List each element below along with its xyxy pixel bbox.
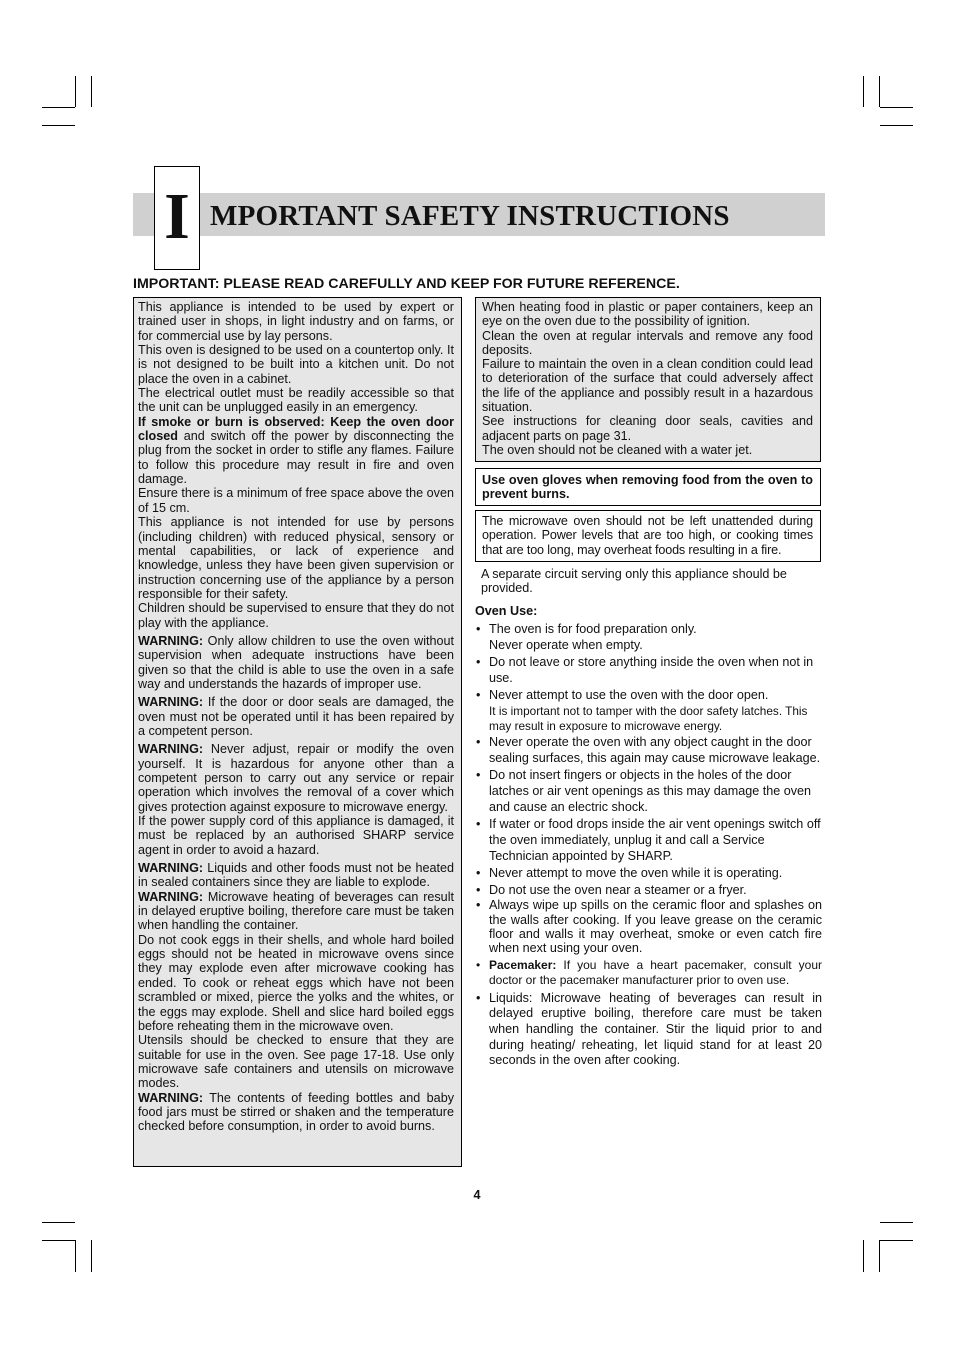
warning-label: WARNING:	[138, 695, 204, 710]
list-item	[475, 621, 822, 653]
warning-text: If the door or door seals are damaged, the oven must not be operated until it has been repaired by a competent person.	[138, 695, 454, 738]
list-item: • Do not leave or store anything inside the oven when not in use.	[475, 654, 822, 686]
crop-mark	[75, 1240, 76, 1272]
list-item: • Always wipe up spills on the ceramic floor and splashes on the walls after cooking. If you leave grease on the ceramic floor and walls it may overheat, smoke or even catch fire when next using your oven.	[475, 898, 822, 956]
subtitle: IMPORTANT: PLEASE READ CAREFULLY AND KEEP FOR FUTURE REFERENCE.	[133, 276, 680, 292]
list-item: • Liquids: Microwave heating of beverages can result in delayed eruptive boiling, therefore care must be taken when handling the container. Stir the liquid prior to and during heating/ reheating, let liquid stand for at least 20 seconds in the oven after cooking.	[475, 991, 822, 1069]
crop-mark	[42, 107, 75, 108]
title-initial: I	[164, 180, 190, 253]
list-item-text: If you have a heart pacemaker, consult your doctor or the pacemaker manufacturer prior to oven use.	[489, 957, 822, 988]
crop-mark	[42, 125, 75, 126]
oven-gloves-box	[475, 468, 821, 506]
crop-mark	[42, 1240, 75, 1241]
crop-mark	[879, 1240, 880, 1272]
warning-paragraph	[138, 1091, 454, 1134]
paragraph: If the power supply cord of this appliance is damaged, it must be replaced by an authorised SHARP service agent in order to avoid a hazard.	[138, 814, 454, 857]
list-item-note: It is important not to tamper with the door safety latches. This may result in exposure to microwave energy.	[489, 704, 808, 733]
warning-paragraph	[138, 742, 454, 814]
page-number: 4	[473, 1188, 481, 1202]
paragraph: Ensure there is a minimum of free space above the oven of 15 cm.	[138, 486, 454, 515]
cleaning-box	[475, 297, 821, 462]
warning-label: WARNING:	[138, 889, 204, 904]
warning-text: Only allow children to use the oven without supervision when adequate instructions have been given so that the child is able to use the oven in a safe way and understands the hazards of improper use.	[138, 633, 454, 691]
paragraph: This appliance is not intended for use by persons (including children) with reduced physical, sensory or mental capabilities, or lack of experience and knowledge, unless they have been given supervision or instruction concerning use of the appliance by a person responsible for their safety.	[138, 515, 454, 601]
list-item: • If water or food drops inside the air vent openings switch off the oven immediately, unplug it and call a Service Technician appointed by SHARP.	[475, 816, 822, 865]
warning-paragraph	[138, 634, 454, 691]
left-safety-box	[133, 297, 462, 1167]
warning-label: WARNING:	[138, 742, 204, 757]
paragraph: Utensils should be checked to ensure that they are suitable for use in the oven. See page 17-18. Use only microwave safe containers and utensils on microwave modes.	[138, 1033, 454, 1091]
oven-use-heading: Oven Use:	[475, 604, 538, 618]
paragraph: The electrical outlet must be readily accessible so that the unit can be unplugged easily in an emergency.	[138, 386, 454, 415]
separate-circuit-note: A separate circuit serving only this appliance should be provided.	[481, 567, 787, 596]
oven-use-list	[475, 621, 822, 1069]
list-item: • Do not insert fingers or objects in the holes of the door latches or air vent openings as this may damage the oven and cause an electric shock.	[475, 767, 822, 816]
warning-paragraph	[138, 861, 454, 890]
crop-mark	[91, 1240, 92, 1272]
list-item-text: Never operate when empty.	[489, 638, 643, 653]
list-item: • Never operate the oven with any object caught in the door sealing surfaces, this again may cause microwave leakage.	[475, 734, 822, 766]
paragraph-text: and switch off the power by disconnecting the plug from the socket in order to stifle any flames. Failure to follow this procedure may result in fire and oven damage.	[138, 429, 454, 487]
warning-text: The contents of feeding bottles and baby food jars must be stirred or shaken and the temperature checked before consumption, in order to avoid burns.	[138, 1090, 454, 1134]
crop-mark	[880, 107, 913, 108]
warning-text: Microwave heating of beverages can result in delayed eruptive boiling, therefore care must be taken when handling the container.	[138, 889, 454, 933]
crop-mark	[880, 1240, 913, 1241]
crop-mark	[91, 76, 92, 107]
bold-phrase: If smoke or burn is observed: Keep the oven door closed	[138, 414, 454, 444]
pacemaker-label: Pacemaker:	[489, 957, 557, 972]
warning-paragraph	[138, 695, 454, 738]
crop-mark	[42, 1222, 75, 1223]
warning-paragraph	[138, 890, 454, 933]
paragraph: Failure to maintain the oven in a clean condition could lead to deterioration of the surface that could adversely affect the life of the appliance and possibly result in a hazardous situation.	[482, 357, 813, 415]
warning-text: Liquids and other foods must not be heated in sealed containers since they are liable to explode.	[138, 861, 454, 890]
warning-label: WARNING:	[138, 633, 204, 648]
crop-mark	[863, 1240, 864, 1272]
list-item: • Do not use the oven near a steamer or a fryer.	[475, 882, 822, 898]
paragraph: This appliance is intended to be used by expert or trained user in shops, in light industry and on farms, or for commercial use by lay persons.	[138, 300, 454, 343]
warning-text: Never adjust, repair or modify the oven yourself. It is hazardous for anyone other than a competent person to carry out any service or repair operation which involves the removal of a cover which gives protection against exposure to microwave energy.	[138, 742, 454, 814]
paragraph	[138, 415, 454, 487]
paragraph: This oven is designed to be used on a countertop only. It is not designed to be built into a kitchen unit. Do not place the oven in a cabinet.	[138, 343, 454, 386]
title-initial-box	[154, 166, 200, 270]
paragraph: The oven should not be cleaned with a water jet.	[482, 442, 753, 457]
list-item: • Never attempt to move the oven while it is operating.	[475, 865, 822, 881]
crop-mark	[863, 76, 864, 107]
unattended-box	[475, 510, 821, 562]
crop-mark	[879, 76, 880, 107]
paragraph: See instructions for cleaning door seals, cavities and adjacent parts on page 31.	[482, 414, 813, 443]
paragraph: The microwave oven should not be left unattended during operation. Power levels that are too high, or cooking times that are too long, may overheat foods resulting in a fire.	[482, 514, 813, 557]
list-item-text: The oven is for food preparation only.	[489, 622, 697, 636]
paragraph: Do not cook eggs in their shells, and whole hard boiled eggs should not be heated in microwave ovens since they may explode even after microwave cooking has ended. To cook or reheat eggs which have not been scrambled or mixed, pierce the yolks and the whites, or the eggs may explode. Shell and slice hard boiled eggs before reheating them in the microwave oven.	[138, 932, 454, 1033]
list-item-text: Never attempt to use the oven with the door open.	[489, 687, 769, 702]
warning-label: WARNING:	[138, 1090, 204, 1105]
list-item	[475, 687, 822, 733]
warning-label: WARNING:	[138, 861, 204, 876]
paragraph: Use oven gloves when removing food from the oven to prevent burns.	[482, 473, 813, 502]
crop-mark	[880, 1222, 913, 1223]
page-title: MPORTANT SAFETY INSTRUCTIONS	[210, 200, 730, 232]
paragraph: Clean the oven at regular intervals and remove any food deposits.	[482, 328, 813, 357]
paragraph: When heating food in plastic or paper containers, keep an eye on the oven due to the possibility of ignition.	[482, 300, 813, 329]
paragraph: Children should be supervised to ensure that they do not play with the appliance.	[138, 601, 454, 630]
crop-mark	[880, 125, 913, 126]
list-item	[475, 958, 822, 989]
crop-mark	[75, 76, 76, 107]
